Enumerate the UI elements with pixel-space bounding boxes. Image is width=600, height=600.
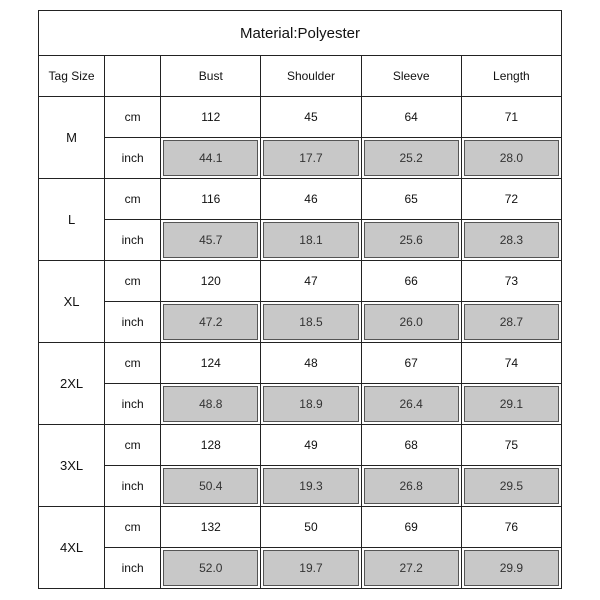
bust-cm-value: 128: [161, 425, 261, 466]
sleeve-inch-value: [362, 220, 462, 261]
length-inch-value: [462, 138, 562, 179]
bust-cm-value: 116: [161, 179, 261, 220]
bust-inch-value: [161, 466, 261, 507]
sleeve-cm-value: 66: [362, 261, 462, 302]
sleeve-cm-value: 68: [362, 425, 462, 466]
length-cm-value: 72: [462, 179, 562, 220]
inch-value-text: 25.6: [399, 233, 423, 247]
tag-size-cell: L: [39, 179, 105, 261]
inch-value-text: 29.1: [499, 397, 524, 411]
sleeve-inch-value: [362, 466, 462, 507]
shoulder-cm-value: 47: [261, 261, 361, 302]
shoulder-inch-value: [261, 548, 361, 589]
bust-inch-value: [161, 138, 261, 179]
length-inch-value: [462, 384, 562, 425]
bust-inch-value: [161, 220, 261, 261]
header-tag-size: Tag Size: [39, 56, 105, 97]
shoulder-cm-value: 48: [261, 343, 361, 384]
length-cm-value: 73: [462, 261, 562, 302]
header-sleeve: Sleeve: [362, 56, 462, 97]
inch-value-text: 26.0: [399, 315, 423, 329]
shoulder-cm-value: 49: [261, 425, 361, 466]
size-row-cm: [39, 179, 562, 220]
inch-value-text: 29.9: [499, 561, 524, 575]
sleeve-inch-value: [362, 548, 462, 589]
length-inch-value: [462, 548, 562, 589]
header-bust: Bust: [161, 56, 261, 97]
shoulder-inch-value: [261, 466, 361, 507]
header-unit: [105, 56, 161, 97]
unit-cm-label: cm: [105, 507, 161, 548]
size-row-inch: [39, 466, 562, 507]
inch-value-text: 48.8: [199, 397, 223, 411]
inch-value-text: 26.8: [399, 479, 423, 493]
length-inch-value: [462, 220, 562, 261]
sleeve-cm-value: 67: [362, 343, 462, 384]
unit-cm-label: cm: [105, 179, 161, 220]
length-cm-value: 75: [462, 425, 562, 466]
inch-value-text: 28.3: [499, 233, 524, 247]
size-row-cm: [39, 507, 562, 548]
sleeve-inch-value: [362, 138, 462, 179]
bust-cm-value: 124: [161, 343, 261, 384]
tag-size-cell: 3XL: [39, 425, 105, 507]
tag-size-cell: 4XL: [39, 507, 105, 589]
inch-value-text: 18.1: [299, 233, 323, 247]
sleeve-cm-value: 64: [362, 97, 462, 138]
shoulder-inch-value: [261, 138, 361, 179]
unit-cm-label: cm: [105, 261, 161, 302]
inch-value-text: 45.7: [199, 233, 223, 247]
inch-value-text: 28.7: [499, 315, 524, 329]
unit-cm-label: cm: [105, 343, 161, 384]
sleeve-inch-value: [362, 302, 462, 343]
length-inch-value: [462, 466, 562, 507]
shoulder-inch-value: [261, 384, 361, 425]
header-shoulder: Shoulder: [261, 56, 361, 97]
size-row-cm: [39, 261, 562, 302]
size-row-inch: [39, 220, 562, 261]
unit-cm-label: cm: [105, 425, 161, 466]
length-cm-value: 74: [462, 343, 562, 384]
unit-inch-label: inch: [105, 548, 161, 589]
inch-value-text: 25.2: [399, 151, 423, 165]
unit-inch-label: inch: [105, 302, 161, 343]
inch-value-text: 29.5: [499, 479, 524, 493]
header-length: Length: [462, 56, 562, 97]
inch-value-text: 17.7: [299, 151, 323, 165]
length-cm-value: 71: [462, 97, 562, 138]
size-table: [38, 10, 562, 589]
shoulder-inch-value: [261, 220, 361, 261]
shoulder-cm-value: 46: [261, 179, 361, 220]
inch-value-text: 50.4: [199, 479, 223, 493]
bust-inch-value: [161, 384, 261, 425]
inch-value-text: 28.0: [499, 151, 524, 165]
size-row-cm: [39, 97, 562, 138]
inch-value-text: 27.2: [399, 561, 423, 575]
material-title: Material:Polyester: [39, 11, 562, 56]
inch-value-text: 18.5: [299, 315, 323, 329]
inch-value-text: 18.9: [299, 397, 323, 411]
unit-inch-label: inch: [105, 384, 161, 425]
tag-size-cell: 2XL: [39, 343, 105, 425]
tag-size-cell: XL: [39, 261, 105, 343]
shoulder-inch-value: [261, 302, 361, 343]
unit-inch-label: inch: [105, 220, 161, 261]
sleeve-cm-value: 69: [362, 507, 462, 548]
inch-value-text: 52.0: [199, 561, 223, 575]
header-row: [39, 56, 562, 97]
unit-inch-label: inch: [105, 466, 161, 507]
size-row-inch: [39, 302, 562, 343]
inch-value-text: 44.1: [199, 151, 223, 165]
bust-cm-value: 112: [161, 97, 261, 138]
size-row-cm: [39, 343, 562, 384]
size-row-inch: [39, 138, 562, 179]
inch-value-text: 19.7: [299, 561, 323, 575]
length-inch-value: [462, 302, 562, 343]
tag-size-cell: M: [39, 97, 105, 179]
bust-cm-value: 120: [161, 261, 261, 302]
size-chart: [38, 10, 562, 590]
bust-cm-value: 132: [161, 507, 261, 548]
unit-inch-label: inch: [105, 138, 161, 179]
shoulder-cm-value: 45: [261, 97, 361, 138]
unit-cm-label: cm: [105, 97, 161, 138]
size-row-inch: [39, 384, 562, 425]
shoulder-cm-value: 50: [261, 507, 361, 548]
inch-value-text: 26.4: [399, 397, 423, 411]
sleeve-cm-value: 65: [362, 179, 462, 220]
bust-inch-value: [161, 548, 261, 589]
bust-inch-value: [161, 302, 261, 343]
length-cm-value: 76: [462, 507, 562, 548]
sleeve-inch-value: [362, 384, 462, 425]
inch-value-text: 47.2: [199, 315, 223, 329]
size-row-inch: [39, 548, 562, 589]
size-row-cm: [39, 425, 562, 466]
inch-value-text: 19.3: [299, 479, 323, 493]
